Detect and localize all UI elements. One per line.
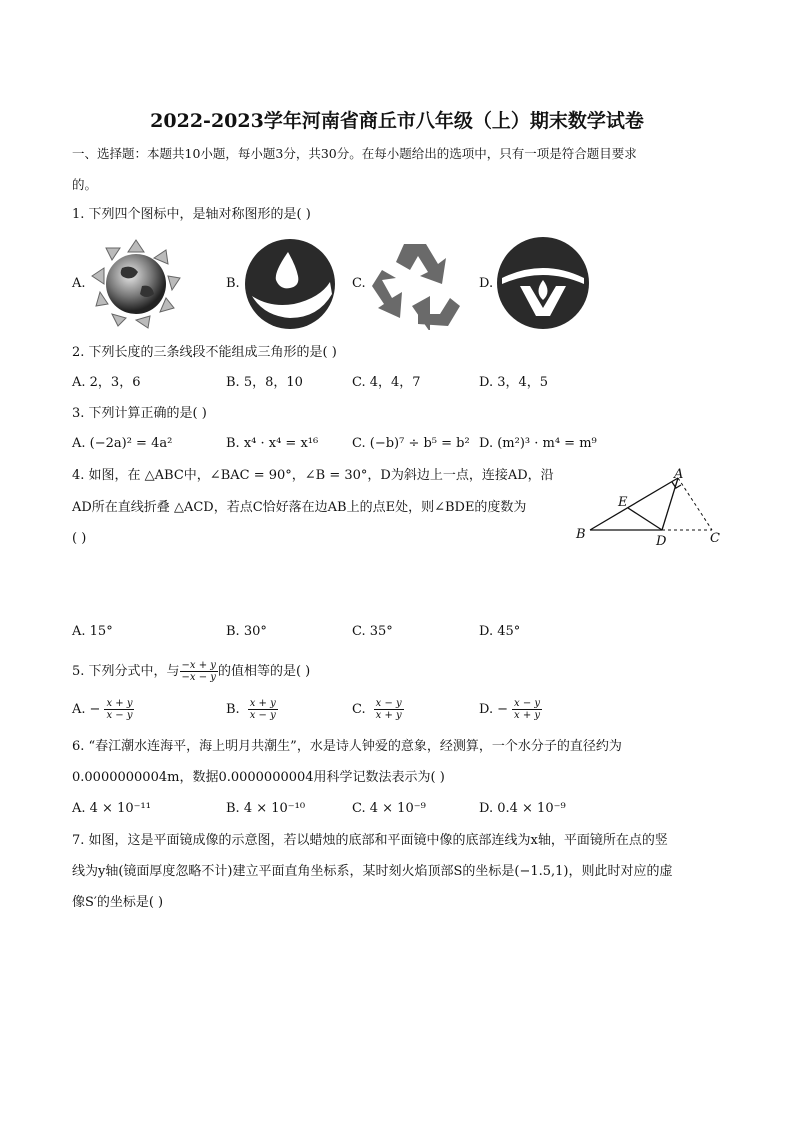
q6-option-b: B. 4 × 10⁻¹⁰ xyxy=(226,801,306,816)
q4-option-c: C. 35° xyxy=(352,624,393,639)
q5-option-a-fraction xyxy=(104,698,134,721)
label-e: E xyxy=(618,495,628,510)
q4-triangle-figure xyxy=(572,468,724,548)
q5-option-b xyxy=(226,698,278,721)
exam-title: 2022-2023学年河南省商丘市八年级（上）期末数学试卷 xyxy=(150,110,644,132)
q5-stem-fraction xyxy=(180,660,218,683)
q1-option-a-label: A. xyxy=(72,276,86,291)
q7-stem-line3: 像S′的坐标是( ) xyxy=(72,895,164,910)
q4-option-a: A. 15° xyxy=(72,624,113,639)
q2-option-a: A. 2，3，6 xyxy=(72,375,141,390)
section-heading-line2: 的。 xyxy=(72,177,98,192)
q5-stem-denominator: −x − y xyxy=(181,672,216,683)
q1-option-c-label: C. xyxy=(352,276,366,291)
q7-stem-line1: 7. 如图，这是平面镜成像的示意图，若以蜡烛的底部和平面镜中像的底部连线为x轴，平面镜所在点的竖 xyxy=(72,833,668,848)
q2-stem: 2. 下列长度的三条线段不能组成三角形的是( ) xyxy=(72,345,337,360)
q6-option-c: C. 4 × 10⁻⁹ xyxy=(352,801,426,816)
q3-option-c: C. (−b)⁷ ÷ b⁵ = b² xyxy=(352,436,470,451)
q5-option-a-label: A. xyxy=(72,701,86,717)
q5-option-b-denominator: x − y xyxy=(249,710,276,721)
q5-option-d-fraction xyxy=(512,698,542,721)
q1-option-d-label: D. xyxy=(479,276,494,291)
q2-option-c: C. 4，4，7 xyxy=(352,375,421,390)
q3-option-b: B. x⁴ · x⁴ = x¹⁶ xyxy=(226,436,319,451)
q5-option-a-denominator: x − y xyxy=(106,710,133,721)
segment-ac-dashed xyxy=(678,478,712,530)
water-drop-logo-icon xyxy=(244,238,336,330)
q5-option-c-fraction xyxy=(374,698,404,721)
q4-stem-line2: AD所在直线折叠 △ACD，若点C恰好落在边AB上的点E处，则∠BDE的度数为 xyxy=(72,500,527,515)
q7-stem-line2: 线为y轴(镜面厚度忽略不计)建立平面直角坐标系，某时刻火焰顶部S的坐标是(−1.5,1)，则此时对应的虚 xyxy=(72,864,673,879)
q6-option-a: A. 4 × 10⁻¹¹ xyxy=(72,801,151,816)
label-c: C xyxy=(710,531,720,546)
q5-option-a-numerator: x + y xyxy=(106,698,133,709)
label-a: A xyxy=(674,468,684,482)
q4-option-b: B. 30° xyxy=(226,624,267,639)
q5-option-c-label: C. xyxy=(352,701,366,717)
v-emblem-icon xyxy=(496,236,590,330)
q5-option-d-label: D. xyxy=(479,701,494,717)
q3-stem: 3. 下列计算正确的是( ) xyxy=(72,406,207,421)
q5-option-b-fraction xyxy=(248,698,278,721)
q1-stem: 1. 下列四个图标中，是轴对称图形的是( ) xyxy=(72,207,311,222)
q2-option-b: B. 5，8，10 xyxy=(226,375,303,390)
section-heading-line1: 一、选择题：本题共10小题，每小题3分，共30分。在每小题给出的选项中，只有一项是符合题目要求 xyxy=(72,146,637,161)
q5-option-d-sign: − xyxy=(497,701,508,717)
q5-option-c-numerator: x − y xyxy=(375,698,402,709)
q6-stem-line1: 6. “春江潮水连海平，海上明月共潮生”，水是诗人钟爱的意象，经测算，一个水分子的直径约为 xyxy=(72,739,622,754)
q5-option-c-denominator: x + y xyxy=(375,710,402,721)
q4-stem-line1: 4. 如图，在 △ABC中，∠BAC = 90°，∠B = 30°，D为斜边上一点，连接AD，沿 xyxy=(72,468,554,483)
q5-stem xyxy=(72,660,310,683)
recycle-globe-icon xyxy=(88,238,184,330)
q5-option-b-label: B. xyxy=(226,701,240,717)
q5-option-a xyxy=(72,698,134,721)
q5-option-d-denominator: x + y xyxy=(514,710,541,721)
q6-stem-line2: 0.0000000004m，数据0.0000000004用科学记数法表示为( ) xyxy=(72,770,445,785)
q1-option-b-label: B. xyxy=(226,276,240,291)
label-d: D xyxy=(656,534,667,548)
q5-option-a-sign: − xyxy=(89,701,101,717)
q5-option-d xyxy=(479,698,542,721)
recycle-arrows-icon xyxy=(368,236,462,330)
label-b: B xyxy=(576,527,586,542)
q5-stem-post: 的值相等的是( ) xyxy=(217,663,311,679)
q5-stem-numerator: −x + y xyxy=(181,660,216,671)
q4-stem-line3: ( ) xyxy=(72,531,87,546)
q5-stem-pre: 5. 下列分式中，与 xyxy=(72,663,180,679)
q4-option-d: D. 45° xyxy=(479,624,521,639)
q3-option-a: A. (−2a)² = 4a² xyxy=(72,436,173,451)
q5-option-c xyxy=(352,698,404,721)
q6-option-d: D. 0.4 × 10⁻⁹ xyxy=(479,801,566,816)
q5-option-b-numerator: x + y xyxy=(249,698,276,709)
q2-option-d: D. 3，4，5 xyxy=(479,375,549,390)
q3-option-d: D. (m²)³ · m⁴ = m⁹ xyxy=(479,436,597,451)
q5-option-d-numerator: x − y xyxy=(514,698,541,709)
segment-ed xyxy=(628,508,662,530)
